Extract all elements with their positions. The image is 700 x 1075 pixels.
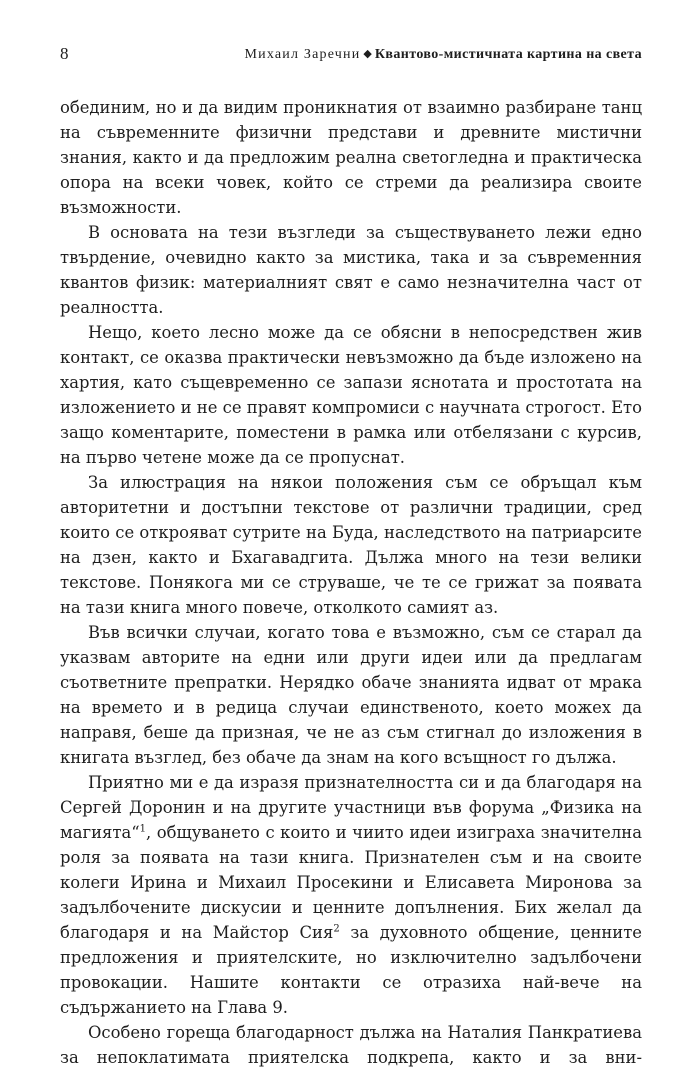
- page-body: [60, 95, 642, 1070]
- running-head: [245, 47, 642, 63]
- footnote-marker[interactable]: 2: [333, 923, 340, 935]
- paragraph-text: Приятно ми е да изразя признателността си и да благодаря на Сергей Доронин и на другите участници във форума „Физика на магията“: [60, 773, 642, 842]
- book-title: Квантово-мистичната картина на света: [374, 47, 642, 62]
- paragraph-continued: обединим, но и да видим проникнатия от взаимно разбиране танц на съвременните физични представи и древните мистични знания, както и да предложим реална светогледна и практическа опора на всеки човек, който се стреми да реализира своите възможности.: [60, 98, 642, 217]
- page-number: 8: [60, 44, 69, 63]
- running-header: [60, 44, 642, 74]
- paragraph-acknowledgements: [60, 770, 642, 1020]
- paragraph-text: , общуването с които и чиито идеи изиграха значителна роля за появата на тази книга. Признателен съм и на своите колеги Ирина и Михаил Просекини и Елисавета Миронова за задълбочените дискусии и ценните допълнения. Бих желал да благодаря и на Майстор Сия: [60, 823, 642, 942]
- diamond-separator-icon: ◆: [363, 48, 372, 60]
- paragraph: В основата на тези възгледи за съществуването лежи едно твърдение, очевидно както за мистика, така и за съвременния квантов физик: материалният свят е само незначителна част от реалността.: [60, 223, 642, 317]
- author-name: Михаил Заречни: [244, 47, 361, 62]
- paragraph: Особено гореща благодарност дължа на Наталия Панкратиева за непоклатимата приятелска подкрепа, както и за вни-: [60, 1023, 642, 1067]
- paragraph: За илюстрация на някои положения съм се обръщал към авторитетни и достъпни текстове от различни традиции, сред които се открояват сутрите на Буда, наследството на патриарсите на дзен, както и Бхагавадгита. Дължа много на тези велики текстове. Понякога ми се струваше, че те се грижат за появата на тази книга много повече, отколкото самият аз.: [60, 473, 642, 617]
- paragraph: Във всички случаи, когато това е възможно, съм се старал да указвам авторите на едни или други идеи или да предлагам съответните препратки. Нерядко обаче знанията идват от мрака на времето и в редица случаи единственото, което можех да направя, беше да призная, че не аз съм стигнал до изложения в книгата възглед, без обаче да знам на кого всъщност го дължа.: [60, 623, 642, 767]
- paragraph-text: за духовното общение, ценните предложения и приятелските, но изключително задълбочени провокации. Нашите контакти се отразиха най-вече на съдържанието на Глава 9.: [60, 923, 642, 1017]
- paragraph: Нещо, което лесно може да се обясни в непосредствен жив контакт, се оказва практически невъзможно да бъде изложено на хартия, като същевременно се запази яснотата и простотата на изложението и не се правят компромиси с научната строгост. Ето защо коментарите, поместени в рамка или отбелязани с курсив, на първо четене може да се пропуснат.: [60, 323, 642, 467]
- footnote-marker[interactable]: 1: [139, 823, 146, 835]
